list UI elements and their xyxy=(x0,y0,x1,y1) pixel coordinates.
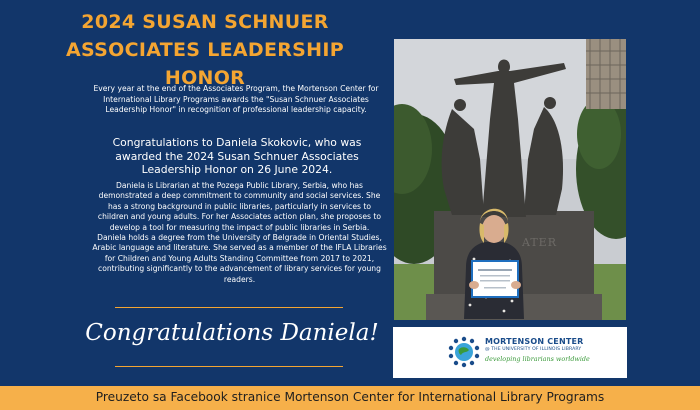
footer-text: Preuzeto sa Facebook stranice Mortenson Center for International Library Programs xyxy=(95,390,605,404)
congratulations-signature: Congratulations Daniela! xyxy=(85,320,379,346)
page-title xyxy=(40,8,370,92)
intro-text: Every year at the end of the Associates Program, the Mortenson Center for International Library Programs awards the "Susan Schnuer Associates Leadership Honor" in recognition of professional leadership capacity. xyxy=(93,84,379,115)
award-photo xyxy=(394,39,626,320)
title-line-1: 2024 SUSAN SCHNUER xyxy=(81,11,329,33)
logo-subtitle: @ THE UNIVERSITY OF ILLINOIS LIBRARY xyxy=(485,347,582,352)
logo-name: MORTENSON CENTER xyxy=(485,337,584,346)
bio-paragraph-2: Daniela holds a degree from the University of Belgrade in Oriental Studies, Arabic language and literature. She served as a member of the IFLA Libraries for Children and Young Adults Standing Committee from 2017 to 2021, contributing significantly to the advancement of library services for young readers. xyxy=(92,233,387,284)
divider-top xyxy=(115,307,343,308)
statue-inscription: ATER xyxy=(522,236,557,249)
mortenson-logo xyxy=(393,327,627,378)
bio-paragraph-1: Daniela is Librarian at the Pozega Public Library, Serbia, who has demonstrated a deep commitment to community and social services. She has a strong background in public libraries, particularly in services to children and young adults. For her Associates action plan, she proposes to develop a tool for measuring the impact of public libraries in Serbia. xyxy=(97,181,382,232)
logo-tagline: developing librarians worldwide xyxy=(485,355,590,363)
bio-text xyxy=(92,181,387,285)
congratulations-text: Congratulations to Daniela Skokovic, who was awarded the 2024 Susan Schnuer Associates Leadership Honor on 26 June 2024. xyxy=(112,136,362,177)
source-footer xyxy=(0,386,700,410)
divider-bottom xyxy=(115,366,343,367)
globe-logo-icon xyxy=(447,335,481,369)
title-line-2: ASSOCIATES LEADERSHIP HONOR xyxy=(66,39,344,89)
